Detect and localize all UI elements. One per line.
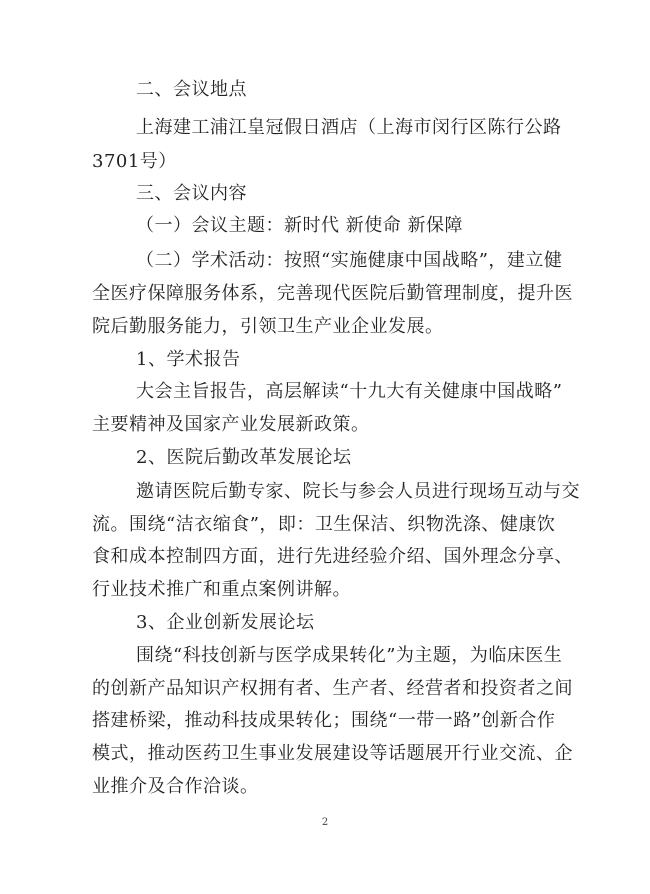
innovation-forum-line-2: 的创新产品知识产权拥有者、生产者、经营者和投资者之间: [92, 678, 573, 699]
academic-report-line-2: 主要精神及国家产业发展新政策。: [92, 414, 370, 435]
innovation-forum-line-4: 模式，推动医药卫生事业发展建设等话题展开行业交流、企: [92, 743, 573, 764]
section-heading-meeting-location: 二、会议地点: [136, 79, 247, 100]
section-heading-meeting-content: 三、会议内容: [136, 183, 247, 204]
innovation-forum-line-5: 业推介及合作洽谈。: [92, 776, 259, 797]
innovation-forum-title: 3、企业创新发展论坛: [136, 612, 315, 633]
academic-activity-line-1: （二）学术活动：按照“实施健康中国战略”，建立健: [136, 250, 563, 271]
academic-activity-line-3: 院后勤服务能力，引领卫生产业企业发展。: [92, 316, 444, 337]
innovation-forum-line-1: 围绕“科技创新与医学成果转化”为主题，为临床医生: [136, 645, 563, 666]
academic-activity-line-2: 全医疗保障服务体系，完善现代医院后勤管理制度，提升医: [92, 283, 573, 304]
academic-report-line-1: 大会主旨报告，高层解读“十九大有关健康中国战略”: [136, 381, 563, 402]
logistics-forum-line-4: 行业技术推广和重点案例讲解。: [92, 579, 351, 600]
logistics-forum-line-3: 食和成本控制四方面，进行先进经验介绍、国外理念分享、: [92, 546, 573, 567]
academic-report-title: 1、学术报告: [136, 349, 241, 370]
logistics-forum-line-1: 邀请医院后勤专家、院长与参会人员进行现场互动与交: [136, 481, 580, 502]
meeting-theme: （一）会议主题：新时代 新使命 新保障: [136, 215, 463, 236]
meeting-location-line-1: 上海建工浦江皇冠假日酒店（上海市闵行区陈行公路: [136, 117, 562, 138]
innovation-forum-line-3: 搭建桥梁，推动科技成果转化；围绕“一带一路”创新合作: [92, 710, 556, 731]
logistics-forum-title: 2、医院后勤改革发展论坛: [136, 447, 352, 468]
page-number: 2: [321, 817, 329, 828]
logistics-forum-line-2: 流。围绕“洁衣缩食”，即：卫生保洁、织物洗涤、健康饮: [92, 514, 556, 535]
meeting-location-line-2: 3701号）: [92, 151, 177, 172]
